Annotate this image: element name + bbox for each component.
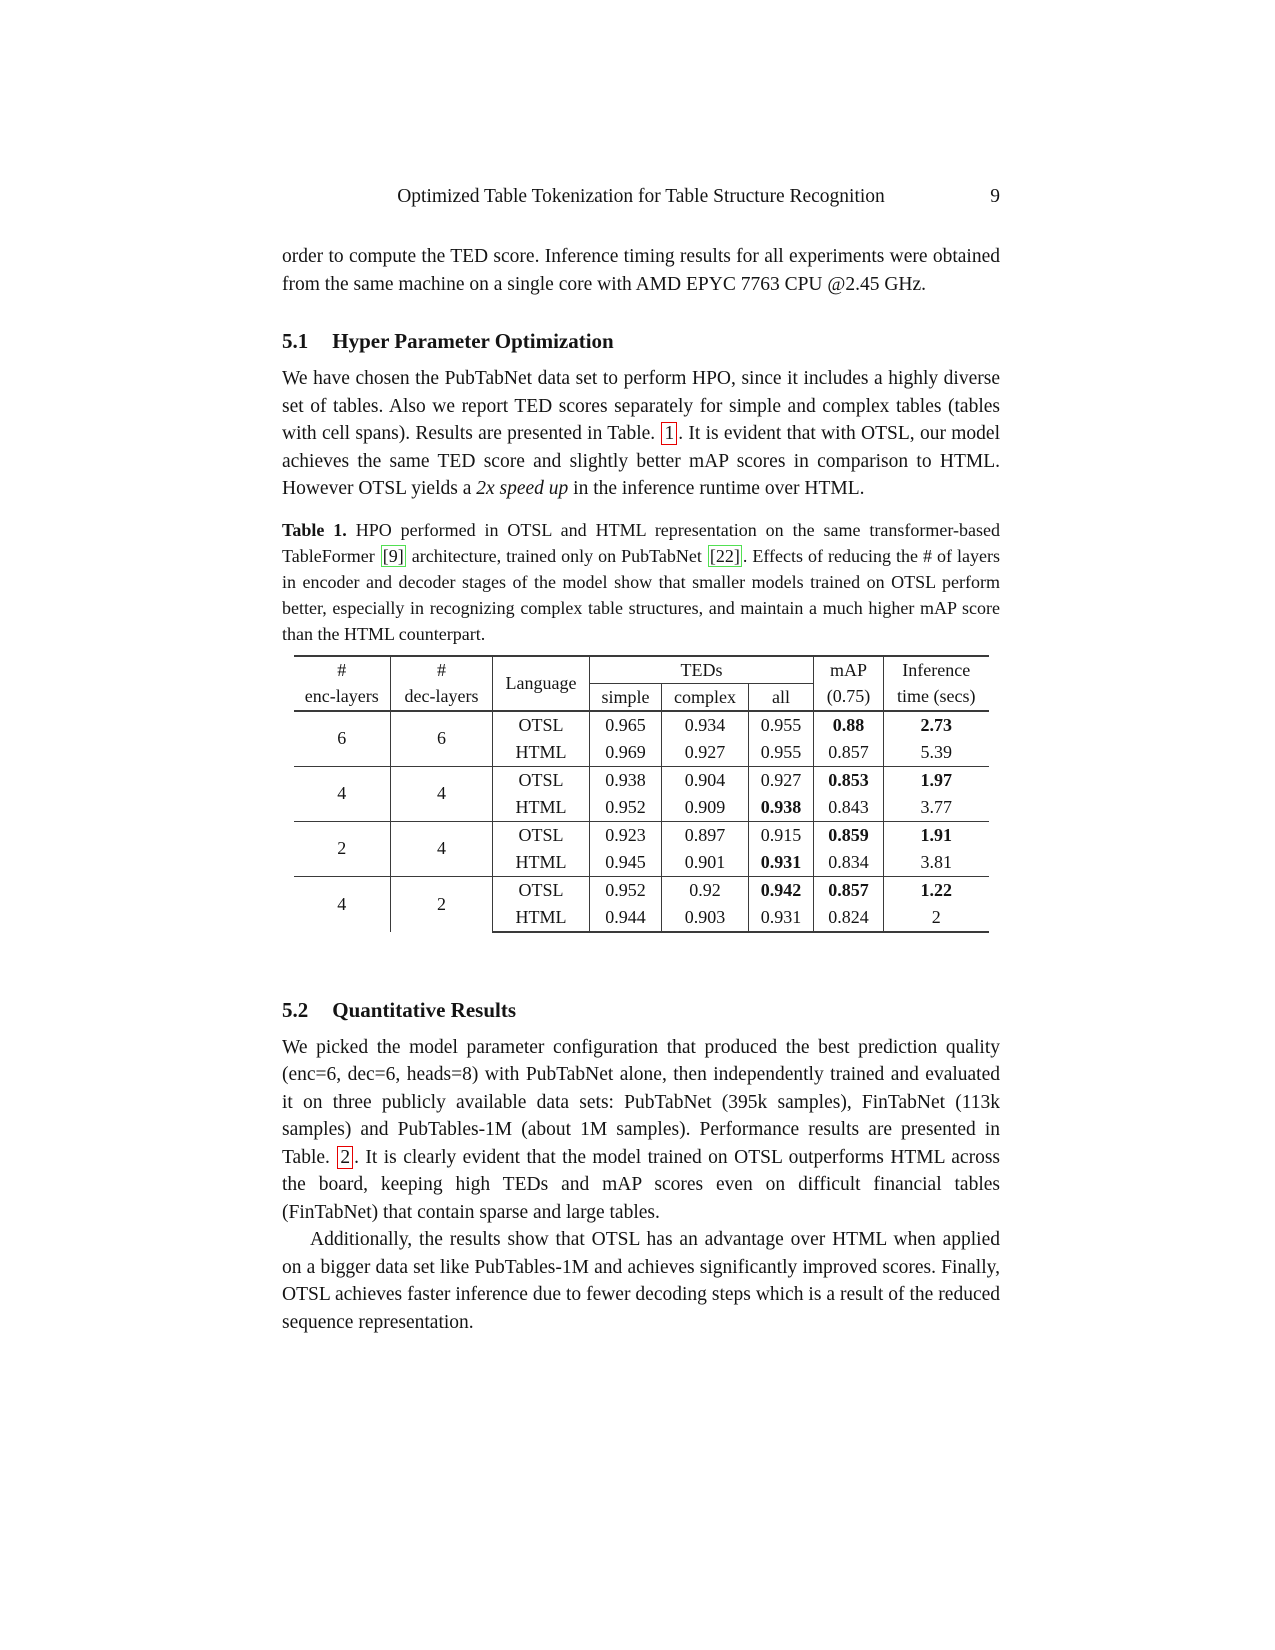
inference-time-cell: 5.39 <box>884 739 989 767</box>
teds-all-cell: 0.938 <box>749 794 814 822</box>
teds-simple-cell: 0.938 <box>590 766 662 794</box>
map-cell: 0.824 <box>814 904 884 932</box>
table-1-reference-link[interactable]: 1 <box>661 422 677 445</box>
teds-complex-cell: 0.92 <box>662 876 749 904</box>
inference-time-cell: 3.81 <box>884 849 989 877</box>
teds-all-cell: 0.955 <box>749 739 814 767</box>
enc-layers-value: 4 <box>294 766 391 821</box>
paragraph-text: in the inference runtime over HTML. <box>568 478 865 499</box>
teds-complex-cell: 0.909 <box>662 794 749 822</box>
teds-complex-cell: 0.904 <box>662 766 749 794</box>
language-cell: OTSL <box>493 766 590 794</box>
section-5-2-heading <box>282 995 1000 1025</box>
table-row <box>294 711 989 739</box>
table-1-caption-label: Table 1. <box>282 519 347 540</box>
caption-text: HPO performed in OTSL and HTML representation on the same transformer-based TableFormer <box>282 519 1000 566</box>
section-5-2-paragraph-2 <box>282 1226 1000 1336</box>
table-row <box>294 766 989 794</box>
citation-22-link[interactable]: [22] <box>709 545 740 566</box>
teds-all-cell: 0.955 <box>749 711 814 739</box>
enc-layers-value: 2 <box>294 821 391 876</box>
dec-layers-value: 4 <box>391 766 493 821</box>
col-header-complex: complex <box>662 683 749 711</box>
col-header-language: Language <box>493 656 590 711</box>
teds-complex-cell: 0.897 <box>662 821 749 849</box>
teds-complex-cell: 0.901 <box>662 849 749 877</box>
map-cell: 0.859 <box>814 821 884 849</box>
dec-layers-value: 2 <box>391 876 493 932</box>
col-header-all: all <box>749 683 814 711</box>
teds-complex-cell: 0.903 <box>662 904 749 932</box>
inference-time-cell: 2.73 <box>884 711 989 739</box>
section-5-1-number: 5.1 <box>282 329 309 353</box>
col-header-enc-layers: # enc-layers <box>294 656 391 711</box>
table-header-row <box>294 656 989 684</box>
language-cell: HTML <box>493 849 590 877</box>
map-cell: 0.857 <box>814 739 884 767</box>
section-5-2-number: 5.2 <box>282 997 309 1022</box>
section-5-2-paragraph-1 <box>282 1034 1000 1227</box>
table-row <box>294 876 989 904</box>
dec-layers-value: 6 <box>391 711 493 767</box>
inference-time-cell: 1.22 <box>884 876 989 904</box>
map-cell: 0.843 <box>814 794 884 822</box>
teds-simple-cell: 0.923 <box>590 821 662 849</box>
col-header-dec-layers: # dec-layers <box>391 656 493 711</box>
teds-simple-cell: 0.944 <box>590 904 662 932</box>
section-5-1-paragraph <box>282 365 1000 503</box>
teds-all-cell: 0.915 <box>749 821 814 849</box>
caption-text: . Effects of reducing the # of layers in encoder and decoder stages of the model show that smaller models trained on OTSL perform better, especially in recognizing complex table structures, and maintain a much higher mAP score than the HTML counterpart. <box>282 545 1000 644</box>
teds-all-cell: 0.927 <box>749 766 814 794</box>
emphasized-text: 2x speed up <box>476 478 569 499</box>
paragraph-text: . It is evident that with OTSL, our model achieves the same TED score and slightly better mAP scores in comparison to HTML. However OTSL yields a <box>282 423 1000 499</box>
language-cell: HTML <box>493 904 590 932</box>
paragraph-text: . It is clearly evident that the model trained on OTSL outperforms HTML across the board, keeping high TEDs and mAP scores even on difficult financial tables (FinTabNet) that contain sparse and large tables. <box>282 1146 1001 1223</box>
inference-time-cell: 2 <box>884 904 989 932</box>
teds-complex-cell: 0.934 <box>662 711 749 739</box>
map-cell: 0.834 <box>814 849 884 877</box>
inference-time-cell: 1.91 <box>884 821 989 849</box>
table-1 <box>294 655 989 933</box>
col-header-simple: simple <box>590 683 662 711</box>
map-cell: 0.88 <box>814 711 884 739</box>
language-cell: HTML <box>493 794 590 822</box>
enc-layers-value: 6 <box>337 728 347 748</box>
col-header-map: mAP (0.75) <box>814 656 884 711</box>
table-2-reference-link[interactable]: 2 <box>337 1146 353 1169</box>
map-cell: 0.853 <box>814 766 884 794</box>
citation-9-link[interactable]: [9] <box>382 545 404 566</box>
teds-simple-cell: 0.945 <box>590 849 662 877</box>
section-5-1-title: Hyper Parameter Optimization <box>332 329 614 353</box>
paragraph-text: Additionally, the results show that OTSL has an advantage over HTML when applied on a bigger data set like PubTables-1M and achieves significantly improved scores. Finally, OTSL achieves faster inference due to fewer decoding steps which is a result of the reduced sequence representation. <box>282 1229 1000 1333</box>
intro-text: order to compute the TED score. Inference timing results for all experiments were obtained from the same machine on a single core with AMD EPYC 7763 CPU @2.45 GHz. <box>282 246 1000 295</box>
col-header-inference-time: Inference time (secs) <box>884 656 989 711</box>
page-number: 9 <box>990 186 1000 207</box>
col-header-teds: TEDs <box>590 656 814 684</box>
dec-layers-value: 4 <box>391 821 493 876</box>
language-cell: OTSL <box>493 876 590 904</box>
teds-all-cell: 0.931 <box>749 849 814 877</box>
intro-paragraph <box>282 243 1000 298</box>
language-cell: OTSL <box>493 821 590 849</box>
map-cell: 0.857 <box>814 876 884 904</box>
teds-simple-cell: 0.969 <box>590 739 662 767</box>
section-5-1-heading <box>282 326 1000 356</box>
teds-all-cell: 0.931 <box>749 904 814 932</box>
teds-complex-cell: 0.927 <box>662 739 749 767</box>
running-header <box>282 185 1000 209</box>
paragraph-text: We have chosen the PubTabNet data set to perform HPO, since it includes a highly diverse set of tables. Also we report TED scores separately for simple and complex tables (tables with cell spans). Results are presented in Table. <box>282 368 1000 444</box>
inference-time-cell: 1.97 <box>884 766 989 794</box>
running-title: Optimized Table Tokenization for Table Structure Recognition <box>397 186 885 207</box>
page-content <box>282 0 1000 1336</box>
table-1-caption <box>282 517 1000 647</box>
inference-time-cell: 3.77 <box>884 794 989 822</box>
caption-text: architecture, trained only on PubTabNet <box>406 545 707 566</box>
table-row <box>294 821 989 849</box>
paragraph-text: We picked the model parameter configuration that produced the best prediction quality (enc=6, dec=6, heads=8) with PubTabNet alone, then independently trained and evaluated it on three publicly available data sets: PubTabNet (395k samples), FinTabNet (113k samples) and PubTables-1M (about 1M samples). Performance results are presented in Table. <box>282 1036 1000 1168</box>
teds-simple-cell: 0.952 <box>590 876 662 904</box>
teds-simple-cell: 0.952 <box>590 794 662 822</box>
language-cell: OTSL <box>493 711 590 739</box>
language-cell: HTML <box>493 739 590 767</box>
teds-all-cell: 0.942 <box>749 876 814 904</box>
section-5-2-title: Quantitative Results <box>332 997 516 1022</box>
teds-simple-cell: 0.965 <box>590 711 662 739</box>
enc-layers-value: 4 <box>294 876 391 932</box>
